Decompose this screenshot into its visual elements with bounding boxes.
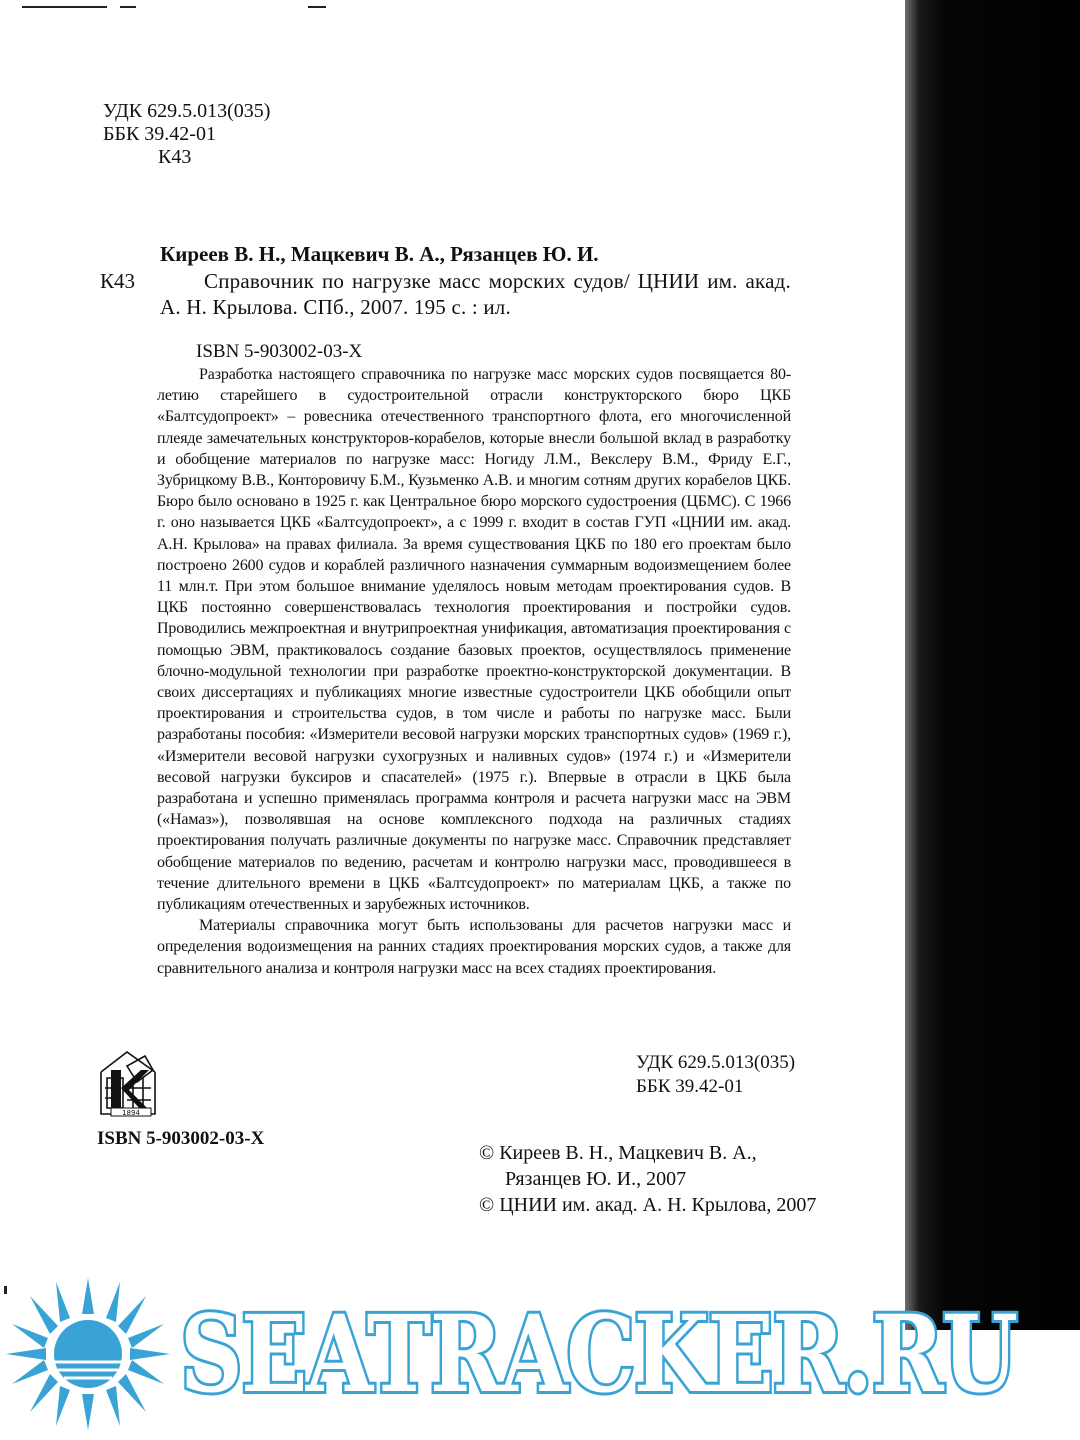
udk-classification-top — [103, 100, 270, 169]
scan-artifact — [120, 6, 136, 8]
bbk-code: ББК 39.42-01 — [103, 123, 216, 145]
logo-year: 1894 — [122, 1109, 140, 1117]
copyright-authors-cont: Рязанцев Ю. И., 2007 — [505, 1168, 687, 1190]
author-mark-code: К43 — [100, 269, 136, 293]
isbn-bold: ISBN 5-903002-03-X — [97, 1128, 265, 1149]
abstract-paragraph: Разработка настоящего справочника по нагрузке масс морских судов посвящается 80-летию старейшего в судостроительной отрасли конструкторского бюро ЦКБ «Балтсудопроект» – ровесника отечественного транспортного флота, его многочисленной плеяде замечательных конструкторов-корабелов, которые внесли большой вклад в разработку и обобщение материалов по нагрузке масс: Ногиду Л.М., Векслеру В.М., Фриду Е.Г., Зубрицкому В.В., Конторовичу Б.М., Кузьменко А.В. и многим сотням других корабелов ЦКБ. Бюро было основано в 1925 г. как Центральное бюро морского судостроения (ЦБМС). С 1966 г. оно называется ЦКБ «Балтсудопроект», а с 1999 г. входит в состав ГУП «ЦНИИ им. акад. А.Н. Крылова» на правах филиала. За время существования ЦКБ по 180 его проектам было построено 2600 судов и кораблей различного назначения суммарным водоизмещением более 11 млн.т. При этом большое внимание уделялось новым методам проектирования судов. В ЦКБ постоянно совершенствовалась технология проектирования и постройки судов. Проводились межпроектная и внутрипроектная унификация, автоматизация проектирования с помощью ЭВМ, практиковалось создание базовых проектов, осуществлялось применение блочно-модульной технологии при разработке проектно-конструкторской документации. В своих диссертациях и публикациях многие известные судостроители ЦКБ обобщили опыт проектирования и строительства судов, в том числе и работы по нагрузке масс. Были разработаны пособия: «Измерители весовой нагрузки морских транспортных судов» (1969 г.), «Измерители весовой нагрузки сухогрузных и наливных судов» (1974 г.) и «Измерители весовой нагрузки буксиров и спасателей» (1975 г.). Впервые в отрасли в ЦКБ была разработана и успешно применялась программа контроля и расчета нагрузки масс на ЭВМ («Намаз»), позволявшая на основе комплексного подхода на различных стадиях проектирования получать различные документы по нагрузке масс. Справочник представляет обобщение материалов по ведению, расчетам и контролю нагрузки масс, проводившееся в течение длительного времени в ЦКБ «Балтсудопроект» по материалам ЦКБ, а также по публикациям отечественных и зарубежных источников. — [157, 366, 791, 914]
abstract-paragraph: Материалы справочника могут быть использованы для расчетов нагрузки масс и определения водоизмещения на ранних стадиях проектирования морских судов, а также для сравнительного анализа и контроля нагрузки масс на всех стадиях проектирования. — [157, 917, 791, 977]
scan-artifact — [22, 6, 107, 8]
scan-dark-edge — [905, 0, 1080, 1330]
copyright-authors: © Киреев В. Н., Мацкевич В. А., — [479, 1142, 757, 1164]
copyright-block — [479, 1140, 816, 1218]
bibliographic-description: Справочник по нагрузке масс морских судов/ ЦНИИ им. акад. А. Н. Крылова. СПб., 2007. 195 с. : ил. — [160, 269, 791, 319]
watermark-text: SEATRACKER.RU — [180, 1291, 1017, 1416]
bbk-code: ББК 39.42-01 — [636, 1076, 744, 1097]
publisher-logo-icon — [97, 1048, 161, 1120]
author-mark: К43 — [158, 146, 192, 168]
isbn-line: ISBN 5-903002-03-X — [196, 341, 363, 362]
scan-artifact — [308, 6, 326, 8]
authors-heading: Киреев В. Н., Мацкевич В. А., Рязанцев Ю. И. — [160, 242, 599, 266]
udk-classification-bottom — [636, 1051, 795, 1099]
abstract — [157, 364, 791, 979]
copyright-institute: © ЦНИИ им. акад. А. Н. Крылова, 2007 — [479, 1194, 817, 1216]
sun-logo-icon — [2, 1276, 174, 1432]
udk-code: УДК 629.5.013(035) — [636, 1052, 796, 1073]
udk-code: УДК 629.5.013(035) — [103, 100, 271, 122]
watermark — [0, 1276, 1080, 1432]
